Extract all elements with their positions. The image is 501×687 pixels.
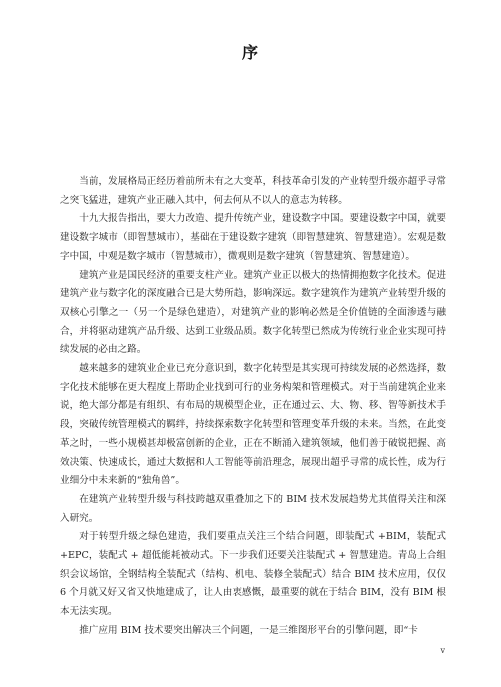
paragraph-6: 对于转型升级之绿色建造，我们要重点关注三个结合问题，即装配式 +BIM，装配式 +EPC，装配式 + 超低能耗被动式。下一步我们还要关注装配式 + 智慧建造。青岛上合组织会议场馆，全钢结构全装配式（结构、机电、装修全装配式）结合 BIM 技术应用，仅仅 6 个月就又好又省又快地建成了，让人由衷感慨，最重要的就在于结合 BIM，没有 BIM 根本无法实现。 — [60, 531, 446, 618]
page-number: v — [440, 646, 445, 655]
paragraph-3: 建筑产业是国民经济的重要支柱产业。建筑产业正以极大的热情拥抱数字化技术。促进建筑产业与数字化的深度融合已是大势所趋，影响深远。数字建筑作为建筑产业转型升级的双核心引擎之一（另一个是绿色建造），对建筑产业的影响必然是全价值链的全面渗透与融合，并将驱动建筑产品升级、达到工业级品质。数字化转型已然成为传统行业企业实现可持续发展的必由之路。 — [60, 269, 446, 356]
paragraph-7: 推广应用 BIM 技术要突出解决三个问题，一是三维图形平台的引擎问题，即“卡 — [79, 624, 418, 636]
paragraph-4: 越来越多的建筑业企业已充分意识到，数字化转型是其实现可持续发展的必然选择，数字化技术能够在更大程度上帮助企业找到可行的业务构架和管理模式。对于当前建筑企业来说，绝大部分都是有组织、有布局的规模型企业，正在通过云、大、物、移、智等新技术手段，突破传统管理模式的羁绊，持续探索数字化转型和管理变革升级的未来。当然，在此变革之时，一些小规模甚却极富创新的企业，正在不断涌入建筑领域，他们善于破锐把握、高效决策、快速成长，通过大数据和人工智能等前沿理念，展现出超乎寻常的成长性，成为行业细分中未来新的“独角兽”。 — [60, 363, 446, 487]
paragraph-5: 在建筑产业转型升级与科技跨越双重叠加之下的 BIM 技术发展趋势尤其值得关注和深入研究。 — [60, 493, 446, 524]
page-title: 序 — [241, 43, 259, 62]
paragraph-2: 十九大报告指出，要大力改造、提升传统产业，建设数字中国。要建设数字中国，就要建设数字城市（即智慧城市），基础在于建设数字建筑（即智慧建筑、智慧建造）。宏观是数字中国，中观是数字城市（智慧城市），微观则是数字建筑（智慧建筑、智慧建造）。 — [60, 213, 446, 262]
paragraph-1: 当前，发展格局正经历着前所未有之大变革，科技革命引发的产业转型升级亦超乎寻常之突飞猛进，建筑产业正融入其中，何去何从不以人的意志为转移。 — [60, 176, 446, 206]
document-body — [60, 173, 446, 641]
